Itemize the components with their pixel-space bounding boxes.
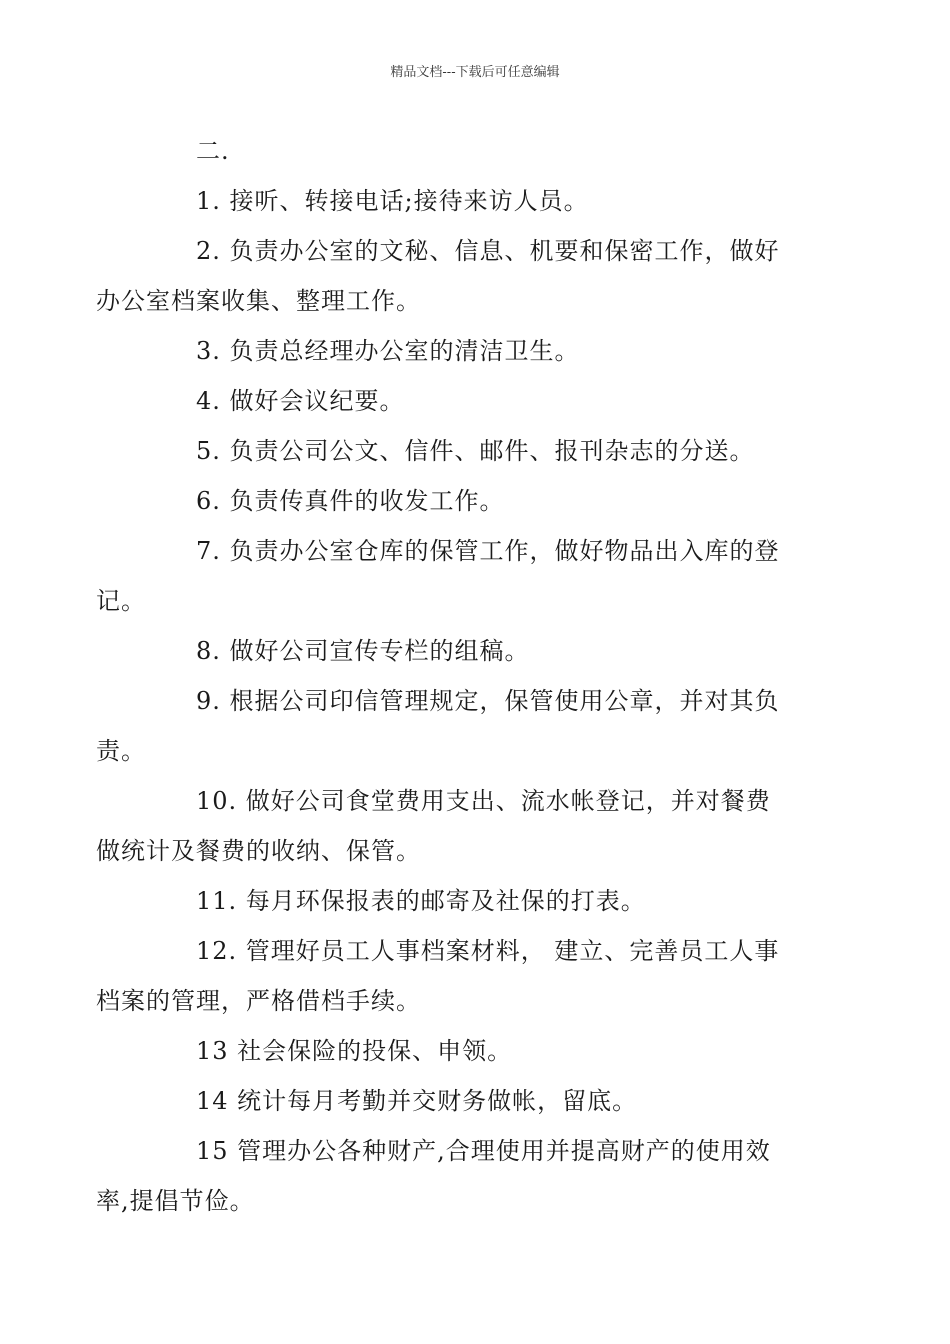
document-body: [96, 126, 816, 1226]
duty-item-12-line1: 12. 管理好员工人事档案材料， 建立、完善员工人事: [196, 937, 780, 965]
duty-item-5: [146, 426, 816, 476]
duty-item-10-line2: 做统计及餐费的收纳、保管。: [96, 837, 421, 865]
duty-item-6-line1: 6. 负责传真件的收发工作。: [196, 487, 505, 515]
duty-item-15-line2: 率,提倡节俭。: [96, 1187, 255, 1215]
duty-item-10-line1: 10. 做好公司食堂费用支出、流水帐登记，并对餐费: [196, 787, 771, 815]
duty-item-3: [146, 326, 816, 376]
duty-item-14: [146, 1076, 816, 1126]
duty-item-4: [146, 376, 816, 426]
duty-item-9: [96, 676, 816, 776]
duty-item-10: [96, 776, 816, 876]
duty-item-12: [96, 926, 816, 1026]
duty-item-11: [146, 876, 816, 926]
duty-item-13: [146, 1026, 816, 1076]
duty-item-15-line1: 15 管理办公各种财产,合理使用并提高财产的使用效: [196, 1137, 771, 1165]
duty-item-13-line1: 13 社会保险的投保、申领。: [196, 1037, 513, 1065]
duty-item-2-line1: 2. 负责办公室的文秘、信息、机要和保密工作，做好: [196, 237, 780, 265]
duty-item-1-line1: 1. 接听、转接电话;接待来访人员。: [196, 187, 589, 215]
duty-item-3-line1: 3. 负责总经理办公室的清洁卫生。: [196, 337, 580, 365]
duty-item-7-line1: 7. 负责办公室仓库的保管工作，做好物品出入库的登: [196, 537, 780, 565]
section-heading-text: 二.: [196, 137, 230, 165]
page-header: 精品文档---下载后可任意编辑: [390, 65, 560, 80]
duty-item-12-line2: 档案的管理，严格借档手续。: [96, 987, 421, 1015]
duty-item-5-line1: 5. 负责公司公文、信件、邮件、报刊杂志的分送。: [196, 437, 755, 465]
duty-item-2-line2: 办公室档案收集、整理工作。: [96, 287, 421, 315]
duty-item-8-line1: 8. 做好公司宣传专栏的组稿。: [196, 637, 530, 665]
duty-item-15: [96, 1126, 816, 1226]
duty-item-8: [146, 626, 816, 676]
duty-item-9-line1: 9. 根据公司印信管理规定，保管使用公章，并对其负: [196, 687, 780, 715]
duty-item-7-line2: 记。: [96, 587, 146, 615]
section-heading: [146, 126, 816, 176]
duty-item-6: [146, 476, 816, 526]
duty-item-4-line1: 4. 做好会议纪要。: [196, 387, 405, 415]
duty-item-14-line1: 14 统计每月考勤并交财务做帐，留底。: [196, 1087, 638, 1115]
duty-item-11-line1: 11. 每月环保报表的邮寄及社保的打表。: [196, 887, 646, 915]
duty-item-1: [146, 176, 816, 226]
duty-item-2: [96, 226, 816, 326]
duty-item-7: [96, 526, 816, 626]
duty-item-9-line2: 责。: [96, 737, 146, 765]
